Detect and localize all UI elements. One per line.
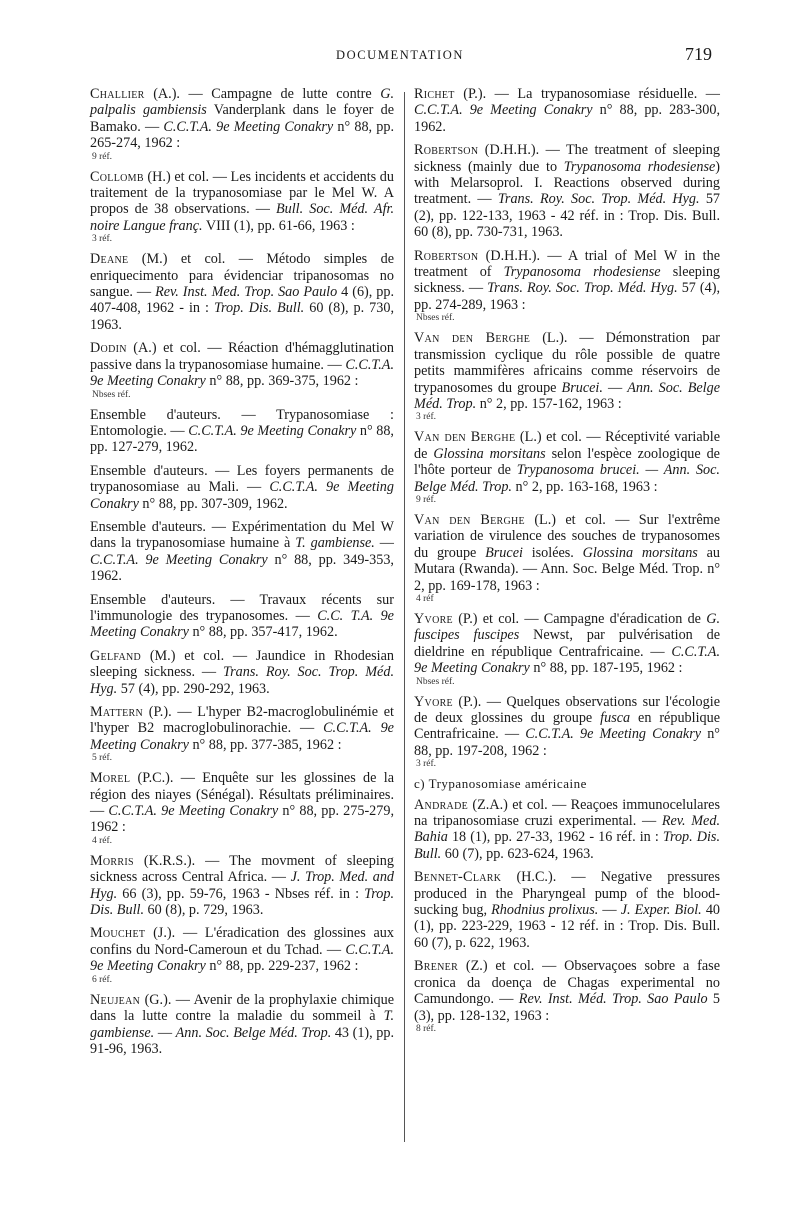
entry-author: Mouchet (90, 925, 146, 942)
entry-text: 66 (3), pp. 59-76, 1963 - Nbses réf. in : (117, 885, 365, 902)
bibliography-entry (90, 853, 394, 919)
bibliography-entry (90, 340, 394, 399)
entry-author: Bennet-Clark (414, 869, 502, 886)
entry-ref-count: 5 réf. (92, 753, 113, 764)
entry-text: Newst, par pulvérisation de dieldrine en république Centrafricaine. — (414, 627, 720, 660)
entry-text: VIII (1), pp. 61-66, 1963 : (202, 217, 355, 234)
entry-ref-count: 8 réf. (416, 1023, 437, 1034)
entry-journal: C.C.T.A. 9e Meeting Conakry (108, 803, 279, 820)
entry-journal: G. fuscipes fuscipes (414, 610, 720, 644)
entry-author: Yvore (414, 610, 453, 627)
entry-journal: fusca (600, 710, 631, 726)
entry-text: (P.) et col. — Campagne d'éradication de (452, 610, 707, 627)
entry-text: — (154, 1024, 176, 1041)
bibliography-entry (414, 142, 720, 240)
entry-ref-count: 6 réf. (92, 974, 113, 985)
bibliography-entry (90, 407, 394, 456)
entry-author: Van den Berghe (414, 330, 531, 347)
entry-text: (P.). — Quelques observations sur l'écologie de deux glossines du groupe (414, 693, 720, 726)
entry-text: n° 88, pp. 349-353, 1962. (90, 551, 394, 585)
entry-ref-count: 3 réf. (416, 412, 437, 423)
entry-journal: Brucei (485, 544, 523, 561)
entry-text: 57 (4), pp. 274-289, 1963 : (414, 280, 720, 313)
entry-text: 18 (1), pp. 27-33, 1962 - 16 réf. in : (447, 829, 663, 846)
entry-text: (M.) et col. — Método simples de enriquecimento para évidenciar tripanosomas no sangue. — (90, 251, 394, 301)
entry-text: 60 (8), p. 730, 1963. (90, 300, 394, 333)
entry-text: — (374, 535, 394, 552)
entry-text: (J.). — L'éradication des glossines aux confins du Nord-Cameroun et du Tchad. — (90, 925, 394, 958)
bibliography-entry (90, 992, 394, 1058)
running-title: DOCUMENTATION (335, 48, 465, 62)
bibliography-entry (90, 925, 394, 984)
entry-journal: Glossina morsitans (433, 445, 546, 462)
entry-text: isolées. (522, 544, 583, 561)
bibliography-entry (90, 463, 394, 512)
bibliography-entry (414, 958, 720, 1034)
right-entries-african (414, 86, 720, 769)
entry-author: Van den Berghe (414, 511, 525, 528)
entry-text: (P.C.). — Enquête sur les glossines de la région des niayes (Sénégal). Résultats préliminaires. — (90, 770, 394, 820)
entry-journal: Trans. Roy. Soc. Trop. Méd. Hyg. (487, 280, 678, 297)
entry-text: (H.) et col. — Les incidents et accidents du traitement de la trypanosomiase par le Mel W. A propos de 38 observations. — (90, 168, 394, 218)
entry-ref-count: Nbses réf. (92, 389, 131, 400)
entry-text: (L.) et col. — Réceptivité variable de (414, 429, 720, 462)
entry-author: Dodin (90, 340, 127, 357)
entry-text: (D.H.H.). — The treatment of sleeping sickness (mainly due to (414, 142, 720, 175)
entry-author: Ensemble d'auteurs (90, 591, 212, 608)
entry-journal: Trypanosoma rhodesiense (563, 158, 716, 175)
entry-journal: G. palpalis gambiensis (90, 86, 394, 119)
column-divider (404, 92, 405, 1142)
bibliography-entry (90, 704, 394, 763)
entry-author: Robertson (414, 247, 479, 264)
right-entries-american (414, 797, 720, 1034)
bibliography-entry (90, 770, 394, 846)
entry-ref-count: 4 réf. (92, 835, 113, 846)
entry-journal: Rev. Inst. Méd. Trop. Sao Paulo (518, 991, 708, 1008)
entry-journal: C.C.T.A. 9e Meeting Conakry (90, 479, 394, 512)
bibliography-entry (414, 797, 720, 863)
entry-author: Richet (414, 86, 455, 102)
entry-ref-count: 9 réf. (416, 494, 437, 505)
entry-author: Gelfand (90, 647, 142, 664)
entry-text: 5 (3), pp. 128-132, 1963 : (414, 991, 720, 1024)
entry-author: Mattern (90, 704, 144, 720)
entry-journal: T. gambiense. (295, 535, 375, 552)
entry-text: (Z.A.) et col. — Reaçoes immunocelulares na tripanosomiase cruzi experimental. — (414, 796, 720, 830)
entry-ref-count: 9 réf. (92, 151, 113, 162)
entry-author: Deane (90, 251, 129, 268)
entry-text: ) with Melarsoprol. I. Reactions observed during treatment. — (414, 158, 720, 208)
entry-journal: Trop. Dis. Bull. (213, 300, 305, 317)
entry-text: (Z.) et col. — Observaçoes sobre a fase cronica da doença de Chagas experimental no Camundongo. — (414, 958, 720, 1008)
section-heading: c) Trypanosomiase américaine (414, 776, 587, 792)
entry-journal: Trop. Dis. Bull. (90, 885, 394, 919)
entry-author: Brener (414, 958, 459, 975)
entry-text: n° 2, pp. 157-162, 1963 : (476, 395, 622, 412)
entry-text: n° 88, pp. 357-417, 1962. (188, 624, 338, 641)
entry-journal: Rev. Inst. Med. Trop. Sao Paulo (155, 284, 338, 301)
entry-text: Vanderplank dans le foyer de Bamako. — (90, 102, 394, 135)
entry-author: Ensemble d'auteurs (90, 518, 203, 535)
entry-text: n° 88, pp. 275-279, 1962 : (90, 803, 394, 836)
bibliography-entry (414, 248, 720, 324)
entry-journal: C.C.T.A. 9e Meeting Conakry (90, 720, 394, 753)
entry-text: n° 88, pp. 283-300, 1962. (414, 102, 720, 135)
entry-ref-count: 3 réf. (92, 234, 113, 245)
entry-journal: Rhodnius prolixus. (491, 902, 599, 919)
page-number: 719 (685, 44, 712, 64)
entry-journal: J. Exper. Biol. (620, 902, 702, 919)
entry-ref-count: 3 réf. (416, 759, 437, 770)
entry-author: Robertson (414, 142, 479, 159)
entry-journal: Trans. Roy. Soc. Trop. Méd. Hyg. (90, 664, 394, 697)
entry-journal: Trans. Roy. Soc. Trop. Méd. Hyg. (497, 191, 700, 208)
entry-text: 60 (8), p. 729, 1963. (144, 902, 264, 919)
entry-text: (H.C.). — Negative pressures produced in the Pharyngeal pump of the blood-sucking bug, (414, 869, 720, 919)
bibliography-entry (414, 330, 720, 422)
bibliography-entry (90, 519, 394, 585)
entry-journal: Glossina morsitans (582, 544, 698, 561)
entry-journal: C.C.T.A. 9e Meeting Conakry (90, 551, 268, 568)
bibliography-entry (414, 611, 720, 687)
entry-text: au Mutara (Rwanda). — Ann. Soc. Belge Méd. Trop. n° 2, pp. 169-178, 1963 : (414, 544, 720, 594)
bibliography-entry (414, 694, 720, 770)
entry-text: 43 (1), pp. 91-96, 1963. (90, 1024, 395, 1057)
entry-text: (M.) et col. — Jaundice in Rhodesian sleeping sickness. — (90, 647, 394, 681)
entry-journal: C.C.T.A. 9e Meeting Conakry (414, 102, 593, 119)
entry-journal: J. Trop. Med. and Hyg. (90, 869, 395, 902)
entry-journal: Trypanosoma brucei. — Ann. Soc. Belge Méd. Trop. (414, 462, 720, 495)
entry-author: Morel (90, 770, 131, 787)
entry-journal: C.C.T.A. 9e Meeting Conakry (163, 118, 334, 135)
entry-text: n° 88, pp. 127-279, 1962. (90, 422, 394, 456)
entry-text: 60 (7), pp. 623-624, 1963. (441, 845, 594, 862)
entry-text: (A.) et col. — Réaction d'hémagglutination passive dans la trypanosomiase humaine. — (90, 340, 394, 373)
entry-text: (D.H.H.). — A trial of Mel W in the treatment of (414, 247, 720, 281)
entry-ref-count: 4 réf (416, 593, 434, 604)
entry-journal: C.C.T.A. 9e Meeting Conakry (525, 726, 702, 743)
entry-text: 40 (1), pp. 223-229, 1963 - 12 réf. in : Trop. Dis. Bull. 60 (7), p. 622, 1963. (414, 902, 721, 951)
entry-text: (L.) et col. — Sur l'extrême variation de virulence des souches de trypanosomes du groupe (414, 511, 720, 561)
entry-text: n° 88, pp. 307-309, 1962. (138, 495, 288, 512)
entry-text: n° 88, pp. 377-385, 1962 : (188, 736, 342, 753)
entry-author: Challier (90, 86, 145, 102)
entry-author: Morris (90, 852, 134, 869)
entry-journal: C.C.T.A. 9e Meeting Conakry (414, 643, 720, 677)
entry-text: (P.). — La trypanosomiase résiduelle. — (454, 86, 720, 102)
entry-text: — (602, 379, 628, 396)
entry-text: (L.). — Démonstration par transmission cyclique du rôle possible de quatre petits mammifères africains comme réservoirs de trypanosomes du groupe (414, 330, 721, 396)
entry-text: n° 88, pp. 369-375, 1962 : (205, 373, 359, 390)
bibliography-entry (90, 86, 394, 162)
entry-text: 4 (6), pp. 407-408, 1962 - in : (90, 284, 394, 317)
entry-text: n° 88, pp. 197-208, 1962 : (414, 726, 720, 759)
entry-text: . — Travaux récents sur l'immunologie des trypanosomes. — (90, 591, 394, 624)
bibliography-entry (90, 592, 394, 641)
entry-journal: Trop. Dis. Bull. (414, 829, 721, 862)
entry-ref-count: Nbses réf. (416, 313, 455, 324)
entry-text: n° 88, pp. 229-237, 1962 : (205, 958, 359, 975)
entry-author: Ensemble d'auteurs (90, 406, 218, 423)
bibliography-entry (90, 169, 394, 245)
left-column (90, 86, 394, 1064)
bibliography-entry (90, 648, 394, 697)
entry-text: (P.). — L'hyper B2-macroglobulinémie et l'hyper B2 macroglobulinorachie. — (90, 704, 394, 737)
entry-text: n° 88, pp. 187-195, 1962 : (529, 660, 683, 677)
entry-text: sleeping sickness. — (414, 264, 721, 297)
entry-journal: Trypanosoma rhodesiense (503, 264, 661, 281)
bibliography-entry (414, 869, 720, 951)
entry-journal: C.C. T.A. 9e Meeting Conakry (90, 607, 394, 641)
bibliography-entry (90, 251, 394, 333)
entry-journal: C.C.T.A. 9e Meeting Conakry (188, 422, 357, 439)
entry-text: 57 (4), pp. 290-292, 1963. (117, 680, 270, 697)
entry-journal: C.C.T.A. 9e Meeting Conakry (90, 356, 394, 390)
entry-journal: Bull. Soc. Méd. Afr. noire Langue franç. (90, 201, 395, 234)
entry-journal: Rev. Med. Bahia (414, 813, 720, 846)
page-header (0, 44, 800, 74)
bibliography-entry (414, 86, 720, 135)
entry-text: . — Expérimentation du Mel W dans la trypanosomiase humaine à (90, 518, 394, 552)
entry-text: n° 88, pp. 265-274, 1962 : (90, 118, 394, 152)
entry-author: Andrade (414, 796, 469, 813)
bibliography-entry (414, 512, 720, 604)
entry-text: selon l'espèce zoologique de l'hôte porteur de (414, 445, 720, 479)
entry-author: Yvore (414, 693, 453, 710)
entry-text: . — Les foyers permanents de trypanosomiase au Mali. — (90, 462, 394, 496)
entry-text: — (598, 902, 621, 919)
right-column (414, 86, 720, 1041)
entry-ref-count: Nbses réf. (416, 676, 455, 687)
entry-journal: Ann. Soc. Belge Méd. Trop. (414, 379, 721, 412)
entry-text: (A.). — Campagne de lutte contre (144, 86, 381, 102)
entry-text: n° 2, pp. 163-168, 1963 : (511, 478, 658, 495)
entry-journal: Brucei. (561, 379, 603, 396)
entry-author: Ensemble d'auteurs (90, 462, 205, 479)
bibliography-entry (414, 429, 720, 505)
entry-text: (K.R.S.). — The movment of sleeping sickness across Central Africa. — (90, 852, 394, 886)
entry-author: Van den Berghe (414, 429, 516, 446)
entry-journal: C.C.T.A. 9e Meeting Conakry (90, 941, 394, 975)
entry-text: (G.). — Avenir de la prophylaxie chimique dans la lutte contre la maladie du sommeil à (90, 991, 394, 1025)
entry-journal: T. gambiense. (90, 1008, 394, 1041)
entry-author: Collomb (90, 168, 144, 185)
entry-author: Neujean (90, 991, 141, 1008)
entry-text: en république Centrafricaine. — (414, 710, 720, 743)
entry-text: . — Trypanosomiase : Entomologie. — (90, 406, 394, 439)
entry-text: 57 (2), pp. 122-133, 1963 - 42 réf. in : Trop. Dis. Bull. 60 (8), pp. 730-731, 1963. (414, 191, 721, 241)
entry-journal: Ann. Soc. Belge Méd. Trop. (175, 1024, 332, 1041)
